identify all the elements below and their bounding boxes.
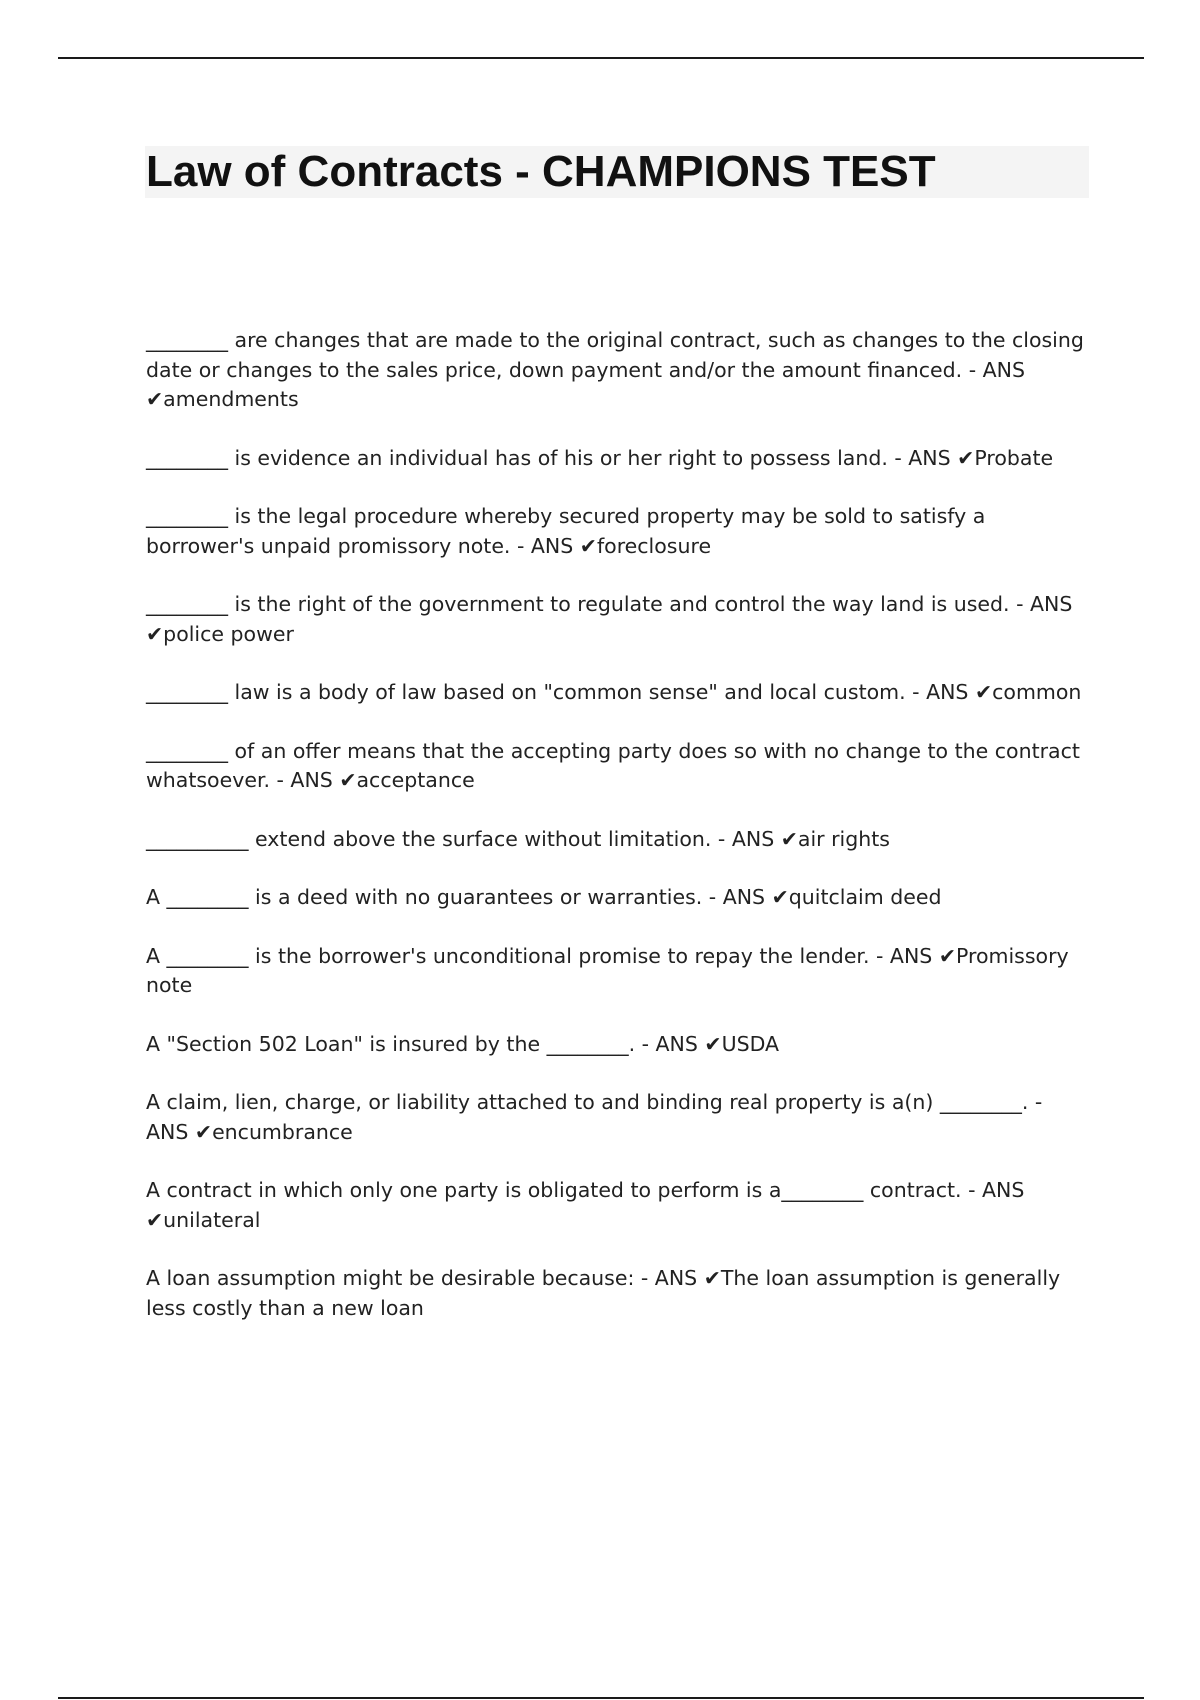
bottom-rule (58, 1697, 1144, 1699)
question-item: __________ extend above the surface without limitation. - ANS ✔air rights (146, 826, 890, 851)
question-item: A contract in which only one party is obligated to perform is a________ contract. - ANS ✔unilateral (146, 1178, 1025, 1232)
question-item: A loan assumption might be desirable because: - ANS ✔The loan assumption is generally less costly than a new loan (146, 1266, 1061, 1320)
question-item: A claim, lien, charge, or liability attached to and binding real property is a(n) ________. - ANS ✔encumbrance (146, 1090, 1043, 1144)
question-item: A ________ is the borrower's unconditional promise to repay the lender. - ANS ✔Promissory note (146, 943, 1069, 997)
question-item: ________ is evidence an individual has of his or her right to possess land. - ANS ✔Probate (146, 445, 1054, 470)
top-rule (58, 57, 1144, 59)
question-list (146, 326, 1091, 1352)
question-item: A "Section 502 Loan" is insured by the ________. - ANS ✔USDA (146, 1031, 780, 1056)
question-item: ________ is the right of the government to regulate and control the way land is used. - ANS ✔police power (146, 592, 1073, 646)
question-item: ________ is the legal procedure whereby secured property may be sold to satisfy a borrower's unpaid promissory note. - ANS ✔foreclosure (146, 504, 986, 558)
document-title: Law of Contracts - CHAMPIONS TEST (146, 147, 936, 196)
question-item: ________ of an offer means that the accepting party does so with no change to the contract whatsoever. - ANS ✔acceptance (146, 738, 1080, 792)
question-item: A ________ is a deed with no guarantees or warranties. - ANS ✔quitclaim deed (146, 885, 942, 909)
question-item: ________ are changes that are made to the original contract, such as changes to the closing date or changes to the sales price, down payment and/or the amount financed. - ANS ✔amendments (146, 328, 1084, 411)
question-item: ________ law is a body of law based on "common sense" and local custom. - ANS ✔common (146, 680, 1082, 704)
